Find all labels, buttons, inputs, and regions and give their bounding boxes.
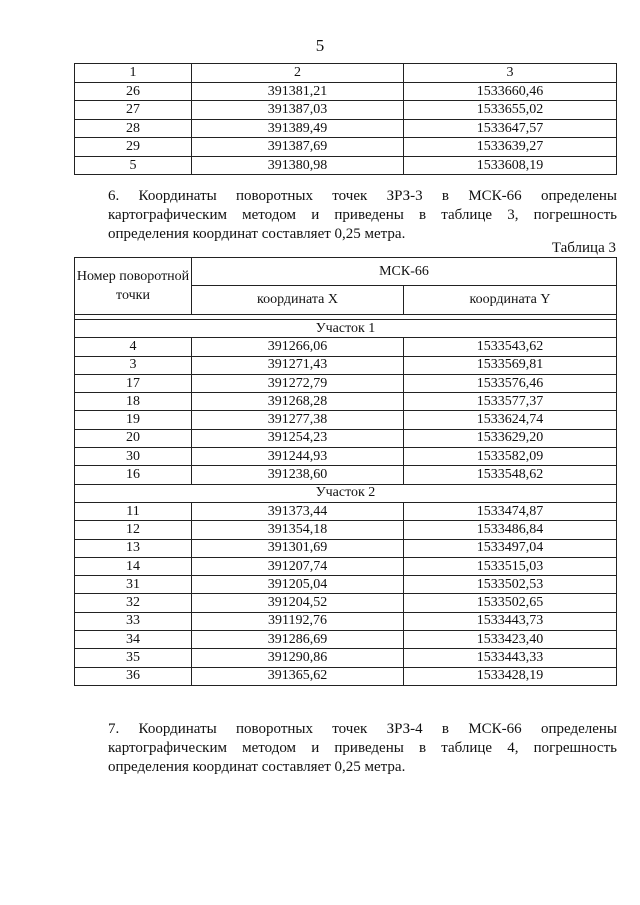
coordinate-x-cell: 391268,28 [192, 393, 404, 411]
table-row [75, 411, 617, 429]
coordinate-x-cell: 391266,06 [192, 338, 404, 356]
point-number-cell: 14 [75, 557, 192, 575]
coordinate-x-cell: 391204,52 [192, 594, 404, 612]
coordinate-y-cell: 1533474,87 [404, 502, 617, 520]
point-number-cell: 20 [75, 429, 192, 447]
coordinate-x-cell: 391290,86 [192, 649, 404, 667]
table-row [75, 138, 617, 157]
point-number-cell: 18 [75, 393, 192, 411]
paragraph-7-text: 7. Координаты поворотных точек ЗРЗ-4 в МСК-66 определены картографическим методом и приведены в таблице 4, погрешность определения координат составляет 0,25 метра. [108, 721, 617, 775]
coordinates-table-3 [74, 257, 617, 686]
coordinate-x-cell: 391286,69 [192, 631, 404, 649]
coordinate-y-cell: 1533497,04 [404, 539, 617, 557]
point-number-cell: 30 [75, 448, 192, 466]
coordinate-y-cell: 1533582,09 [404, 448, 617, 466]
table-row [75, 448, 617, 466]
point-number-cell: 29 [75, 138, 192, 157]
table-3-caption: Таблица 3 [551, 240, 616, 256]
point-number-cell: 35 [75, 649, 192, 667]
coordinate-x-cell: 391354,18 [192, 521, 404, 539]
coordinate-y-cell: 1533423,40 [404, 631, 617, 649]
coordinate-y-cell: 1533576,46 [404, 374, 617, 392]
coordinate-y-cell: 1533569,81 [404, 356, 617, 374]
coordinate-y-cell: 1533629,20 [404, 429, 617, 447]
coordinate-x-cell: 391373,44 [192, 502, 404, 520]
point-number-cell: 32 [75, 594, 192, 612]
table-row [75, 119, 617, 138]
coordinate-x-cell: 391192,76 [192, 612, 404, 630]
point-number-cell: 11 [75, 502, 192, 520]
point-number-cell: 4 [75, 338, 192, 356]
coordinate-y-cell: 1533502,65 [404, 594, 617, 612]
table-row [75, 631, 617, 649]
point-number-cell: 5 [75, 156, 192, 175]
table-row [75, 156, 617, 175]
header-point-number: Номер поворотной точки [75, 258, 192, 315]
column-number-1: 1 [75, 64, 192, 83]
paragraph-7 [74, 720, 617, 777]
coordinate-x-cell: 391277,38 [192, 411, 404, 429]
table-row [75, 374, 617, 392]
coordinate-x-cell: 391389,49 [192, 119, 404, 138]
paragraph-6-text: 6. Координаты поворотных точек ЗРЗ-3 в МСК-66 определены картографическим методом и приведены в таблице 3, погрешность определения координат составляет 0,25 метра. [108, 188, 617, 242]
table-row [75, 393, 617, 411]
coordinate-y-cell: 1533443,33 [404, 649, 617, 667]
coordinate-x-cell: 391254,23 [192, 429, 404, 447]
table-row [75, 594, 617, 612]
table-row [75, 612, 617, 630]
table-row [75, 539, 617, 557]
section-title: Участок 2 [75, 484, 617, 502]
point-number-cell: 33 [75, 612, 192, 630]
table-row [75, 502, 617, 520]
point-number-cell: 16 [75, 466, 192, 484]
table-row [75, 356, 617, 374]
table-row [75, 557, 617, 575]
coordinate-x-cell: 391387,69 [192, 138, 404, 157]
coordinate-x-cell: 391272,79 [192, 374, 404, 392]
coordinate-x-cell: 391387,03 [192, 101, 404, 120]
coordinate-y-cell: 1533543,62 [404, 338, 617, 356]
point-number-cell: 28 [75, 119, 192, 138]
coordinate-x-cell: 391207,74 [192, 557, 404, 575]
coordinate-y-cell: 1533647,57 [404, 119, 617, 138]
coordinate-x-cell: 391205,04 [192, 576, 404, 594]
point-number-cell: 3 [75, 356, 192, 374]
coordinate-x-cell: 391381,21 [192, 82, 404, 101]
point-number-cell: 34 [75, 631, 192, 649]
point-number-cell: 27 [75, 101, 192, 120]
coordinate-y-cell: 1533660,46 [404, 82, 617, 101]
header-coordinate-system: МСК-66 [192, 258, 617, 286]
table-3-header-row [75, 258, 617, 286]
table-row [75, 576, 617, 594]
coordinate-y-cell: 1533515,03 [404, 557, 617, 575]
coordinate-x-cell: 391238,60 [192, 466, 404, 484]
header-coordinate-y: координата Y [404, 286, 617, 315]
coordinate-x-cell: 391365,62 [192, 667, 404, 685]
coordinates-table-continued [74, 63, 617, 175]
coordinate-x-cell: 391244,93 [192, 448, 404, 466]
coordinate-y-cell: 1533428,19 [404, 667, 617, 685]
point-number-cell: 13 [75, 539, 192, 557]
table-row [75, 82, 617, 101]
header-coordinate-x: координата X [192, 286, 404, 315]
page-number: 5 [315, 36, 325, 55]
coordinate-y-cell: 1533577,37 [404, 393, 617, 411]
coordinate-y-cell: 1533548,62 [404, 466, 617, 484]
coordinate-x-cell: 391380,98 [192, 156, 404, 175]
point-number-cell: 26 [75, 82, 192, 101]
table-header-row [75, 64, 617, 83]
point-number-cell: 19 [75, 411, 192, 429]
section-row [75, 484, 617, 502]
point-number-cell: 17 [75, 374, 192, 392]
table-row [75, 649, 617, 667]
coordinate-y-cell: 1533624,74 [404, 411, 617, 429]
column-number-2: 2 [192, 64, 404, 83]
section-title: Участок 1 [75, 320, 617, 338]
table-row [75, 338, 617, 356]
point-number-cell: 36 [75, 667, 192, 685]
table-row [75, 521, 617, 539]
column-number-3: 3 [404, 64, 617, 83]
table-row [75, 429, 617, 447]
point-number-cell: 12 [75, 521, 192, 539]
coordinate-y-cell: 1533608,19 [404, 156, 617, 175]
coordinate-y-cell: 1533443,73 [404, 612, 617, 630]
coordinate-y-cell: 1533486,84 [404, 521, 617, 539]
paragraph-6 [74, 187, 617, 244]
coordinate-y-cell: 1533502,53 [404, 576, 617, 594]
section-row [75, 320, 617, 338]
point-number-cell: 31 [75, 576, 192, 594]
coordinate-x-cell: 391301,69 [192, 539, 404, 557]
coordinate-y-cell: 1533655,02 [404, 101, 617, 120]
coordinate-x-cell: 391271,43 [192, 356, 404, 374]
coordinate-y-cell: 1533639,27 [404, 138, 617, 157]
table-row [75, 101, 617, 120]
table-row [75, 466, 617, 484]
table-row [75, 667, 617, 685]
